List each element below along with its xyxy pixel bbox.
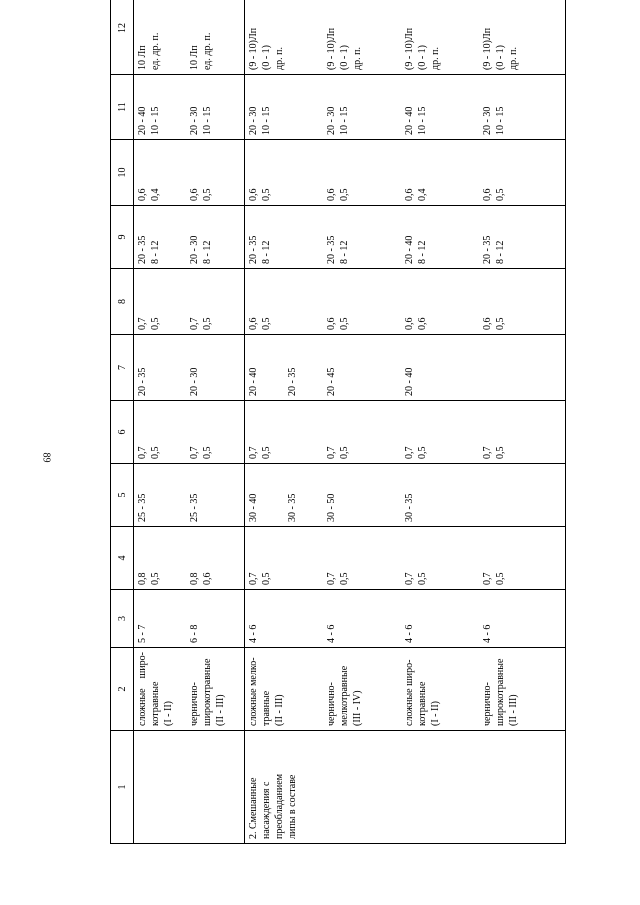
cell-c9 (134, 206, 245, 269)
cell-c9 (244, 206, 565, 269)
cell-value: 30 - 35 (286, 493, 298, 522)
cell-value: 20 - 30 (325, 106, 337, 135)
cell-value: 10 Лп (137, 45, 148, 70)
col-header-3: 3 (111, 590, 134, 648)
cell-value: 0,6 (189, 188, 200, 201)
cell-value: (9 - 10)Лп (403, 27, 415, 70)
cell-value: 0,5 (494, 446, 506, 459)
forest-type-line: (II - III) (215, 694, 226, 726)
group-line: 2. Смешанные (247, 777, 259, 839)
cell-c7 (134, 335, 245, 401)
col-header-6: 6 (111, 401, 134, 464)
cell-value: 20 - 35 (325, 235, 337, 264)
cell-value: 0,5 (202, 188, 213, 201)
forest-type-line: мелкотравные (338, 665, 350, 726)
cell-value: 20 - 35 (286, 367, 298, 396)
cell-value: 0,8 (137, 572, 148, 585)
cell-value: 10 - 15 (202, 106, 213, 135)
rotated-table-container (110, 18, 566, 844)
cell-value: 0,8 (189, 572, 200, 585)
cell-value: 0,5 (150, 446, 161, 459)
header-row (111, 0, 134, 844)
cell-value: 0,7 (481, 572, 493, 585)
cell-value: 0,7 (137, 317, 148, 330)
cell-value: 8 - 12 (338, 240, 350, 264)
cell-value: 30 - 40 (247, 493, 259, 522)
cell-c8 (244, 269, 565, 335)
forest-type-line: (I - II) (429, 701, 441, 726)
page-number: 89 (40, 452, 52, 463)
forest-type-line: (III - IV) (351, 690, 363, 726)
cell-value: 0,4 (150, 188, 161, 201)
cell-c8 (134, 269, 245, 335)
cell-c5 (134, 464, 245, 527)
cell-value: 8 - 12 (260, 240, 272, 264)
col-header-5: 5 (111, 464, 134, 527)
cell-value: 0,7 (189, 446, 200, 459)
cell-value: 10 - 15 (260, 106, 272, 135)
cell-value: 10 Лп (189, 45, 200, 70)
cell-value: 0,5 (416, 572, 428, 585)
cell-value: 5 - 7 (137, 624, 148, 643)
cell-value: 0,6 (403, 188, 415, 201)
cell-value: 0,4 (416, 188, 428, 201)
cell-value: 0,5 (494, 188, 506, 201)
cell-value: 0,7 (325, 446, 337, 459)
cell-value: (0 - 1) (260, 45, 272, 70)
cell-value: 0,6 (247, 188, 259, 201)
col-header-12: 12 (111, 0, 134, 75)
cell-value: 0,6 (202, 572, 213, 585)
cell-value: ед. др. п. (150, 32, 161, 70)
col-header-9: 9 (111, 206, 134, 269)
cell-value: 0,5 (202, 317, 213, 330)
forest-type-line: котравные (416, 681, 428, 726)
cell-value: (9 - 10)Лп (325, 27, 337, 70)
cell-c10 (134, 140, 245, 206)
forest-type-line: сложные мелко- (247, 657, 259, 726)
cell-value: 0,5 (338, 572, 350, 585)
forest-type-line: широкотравные (494, 658, 506, 726)
cell-c7 (244, 335, 565, 401)
cell-value: 0,7 (403, 572, 415, 585)
forest-type-line: чернично- (325, 682, 337, 726)
cell-value: 0,5 (260, 317, 272, 330)
cell-value: 6 - 8 (189, 624, 200, 643)
col-header-7: 7 (111, 335, 134, 401)
cell-value: (9 - 10)Лп (247, 27, 259, 70)
cell-value: 20 - 40 (247, 367, 259, 396)
col-header-2: 2 (111, 648, 134, 731)
cell-value: 0,5 (338, 188, 350, 201)
cell-value: 0,7 (247, 446, 259, 459)
forest-stand-table (110, 0, 566, 844)
cell-value: 4 - 6 (325, 624, 337, 643)
group-cell-empty (134, 731, 245, 844)
cell-value: 20 - 40 (403, 367, 415, 396)
cell-value: 20 - 30 (189, 367, 200, 396)
group-line: липы в составе (286, 774, 298, 839)
cell-value: 0,6 (416, 317, 428, 330)
forest-type-line: (II - III) (507, 694, 519, 726)
cell-value: 0,7 (189, 317, 200, 330)
cell-value: 8 - 12 (416, 240, 428, 264)
cell-value: 4 - 6 (481, 624, 493, 643)
cell-value: (9 - 10)Лп (481, 27, 493, 70)
table-row (244, 0, 565, 844)
cell-value: 25 - 35 (189, 493, 200, 522)
cell-value: др. п. (507, 47, 519, 70)
forest-type-line: травные (260, 690, 272, 726)
cell-value: 0,7 (137, 446, 148, 459)
cell-c5 (244, 464, 565, 527)
cell-value: 30 - 50 (325, 493, 337, 522)
cell-value: 8 - 12 (494, 240, 506, 264)
cell-value: 10 - 15 (494, 106, 506, 135)
cell-value: (0 - 1) (494, 45, 506, 70)
cell-value: 0,6 (481, 188, 493, 201)
cell-value: 20 - 30 (247, 106, 259, 135)
col-header-8: 8 (111, 269, 134, 335)
cell-value: 20 - 30 (481, 106, 493, 135)
cell-value: 20 - 45 (325, 367, 337, 396)
cell-c3 (244, 590, 565, 648)
forest-type-cell (244, 648, 565, 731)
cell-value: (0 - 1) (338, 45, 350, 70)
forest-type-line: чернично- (481, 682, 493, 726)
cell-value: 0,5 (416, 446, 428, 459)
forest-type-line: сложные широ- (403, 659, 415, 726)
forest-type-cell (134, 648, 245, 731)
forest-type-line: котравные (150, 681, 161, 726)
forest-type-line: сложные широ- (137, 652, 148, 726)
cell-value: 0,5 (494, 572, 506, 585)
cell-value: 10 - 15 (150, 106, 161, 135)
cell-value: др. п. (351, 47, 363, 70)
cell-value: др. п. (429, 47, 441, 70)
cell-value: др. п. (273, 47, 285, 70)
cell-value: 0,5 (338, 446, 350, 459)
group-line: насаждения с (260, 781, 272, 839)
cell-value: 4 - 6 (247, 624, 259, 643)
cell-value: 0,5 (202, 446, 213, 459)
cell-value: 0,7 (403, 446, 415, 459)
cell-value: 10 - 15 (338, 106, 350, 135)
group-line: преобладанием (273, 773, 285, 839)
cell-c4 (244, 527, 565, 590)
cell-value: 20 - 40 (403, 106, 415, 135)
table-row (134, 0, 245, 844)
cell-value: 0,5 (260, 188, 272, 201)
cell-c11 (134, 75, 245, 140)
cell-value: 20 - 35 (137, 367, 148, 396)
cell-value: 30 - 35 (403, 493, 415, 522)
cell-value: 25 - 35 (137, 493, 148, 522)
cell-c11 (244, 75, 565, 140)
cell-c6 (244, 401, 565, 464)
cell-value: 20 - 40 (137, 106, 148, 135)
cell-value: (0 - 1) (416, 45, 428, 70)
forest-type-line: (II - III) (273, 694, 285, 726)
cell-c10 (244, 140, 565, 206)
cell-value: 20 - 35 (481, 235, 493, 264)
cell-value: 20 - 30 (189, 235, 200, 264)
cell-value: 0,5 (260, 572, 272, 585)
cell-value: 4 - 6 (403, 624, 415, 643)
forest-type-line: широкотравные (202, 658, 213, 726)
cell-value: ед. др. п. (202, 32, 213, 70)
cell-value: 8 - 12 (202, 240, 213, 264)
cell-c3 (134, 590, 245, 648)
cell-value: 0,5 (260, 446, 272, 459)
cell-value: 0,7 (247, 572, 259, 585)
cell-value: 0,6 (247, 317, 259, 330)
cell-value: 0,6 (481, 317, 493, 330)
cell-value: 8 - 12 (150, 240, 161, 264)
col-header-1: 1 (111, 731, 134, 844)
cell-c12 (134, 0, 245, 75)
forest-type-line: чернично- (189, 682, 200, 726)
cell-value: 0,6 (325, 317, 337, 330)
cell-value: 0,5 (494, 317, 506, 330)
col-header-4: 4 (111, 527, 134, 590)
cell-value: 0,5 (338, 317, 350, 330)
cell-value: 0,6 (325, 188, 337, 201)
cell-value: 0,5 (150, 317, 161, 330)
cell-value: 0,7 (325, 572, 337, 585)
cell-value: 10 - 15 (416, 106, 428, 135)
cell-c6 (134, 401, 245, 464)
cell-value: 20 - 35 (137, 235, 148, 264)
forest-type-line: (I - II) (163, 701, 174, 726)
cell-value: 20 - 30 (189, 106, 200, 135)
cell-value: 20 - 35 (247, 235, 259, 264)
cell-value: 0,7 (481, 446, 493, 459)
cell-value: 0,6 (403, 317, 415, 330)
cell-value: 20 - 40 (403, 235, 415, 264)
cell-value: 0,6 (137, 188, 148, 201)
cell-c4 (134, 527, 245, 590)
col-header-10: 10 (111, 140, 134, 206)
group-cell-mixed-stands (244, 731, 565, 844)
cell-c12 (244, 0, 565, 75)
cell-value: 0,5 (150, 572, 161, 585)
col-header-11: 11 (111, 75, 134, 140)
